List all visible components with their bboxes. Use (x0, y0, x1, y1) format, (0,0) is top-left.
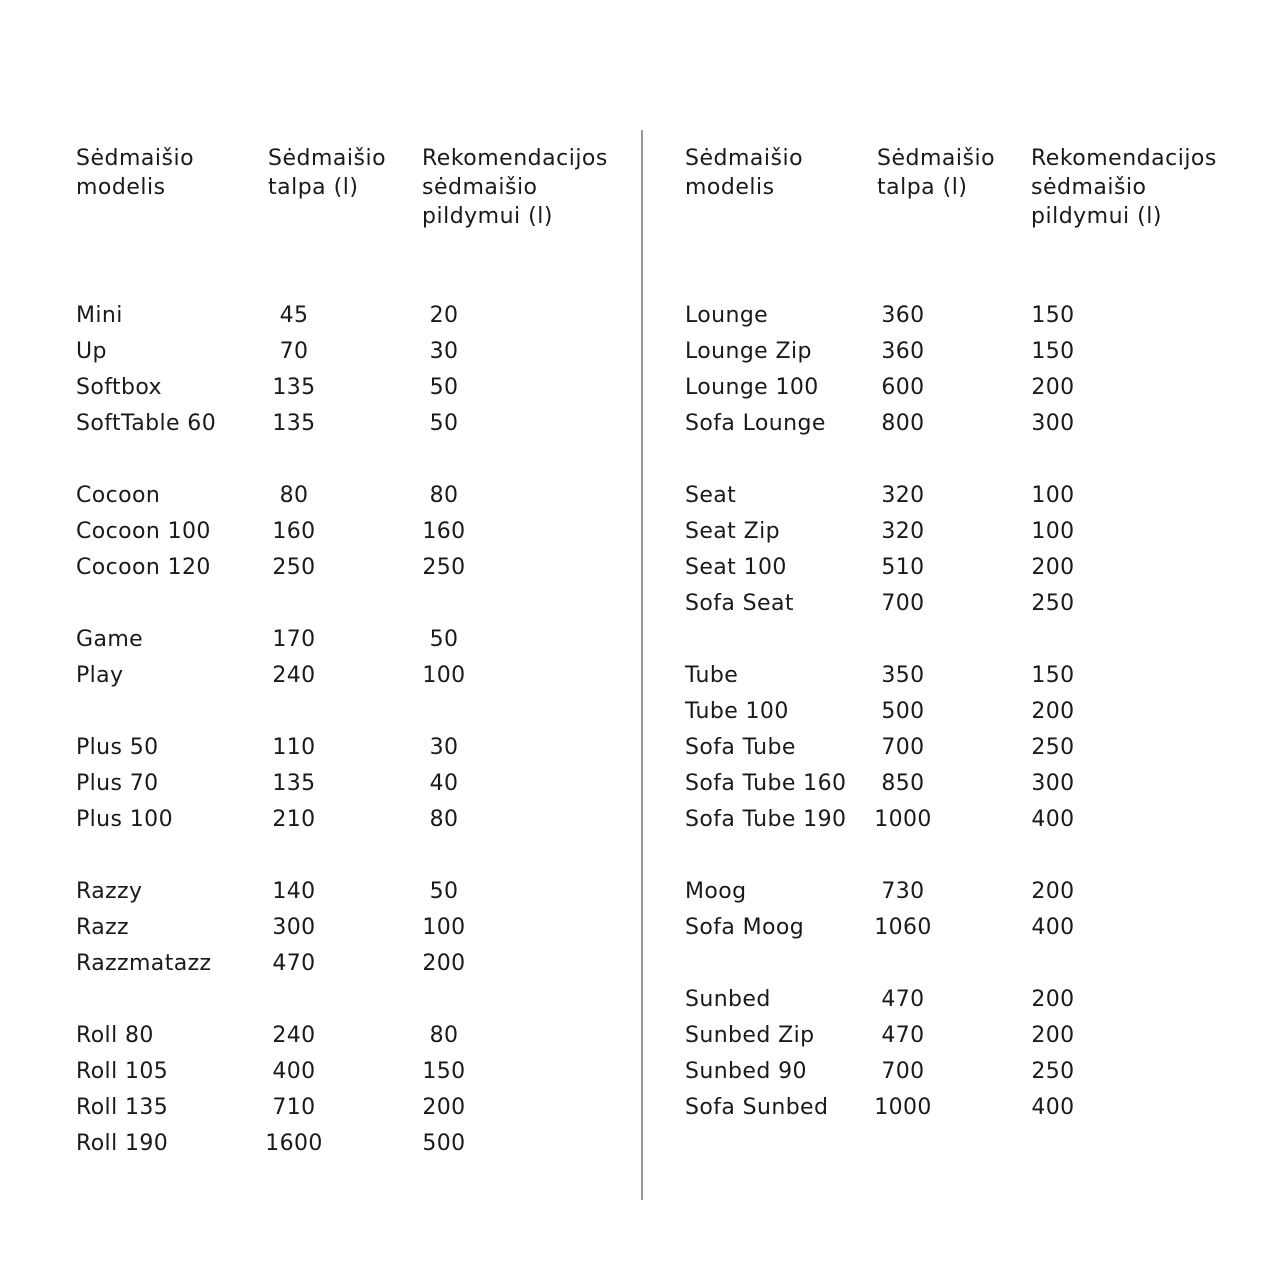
recommendation-value: 200 (1031, 555, 1075, 580)
capacity-value: 600 (881, 375, 925, 400)
capacity-value: 300 (272, 915, 316, 940)
capacity-value: 360 (881, 339, 925, 364)
model-name: Razz (76, 915, 129, 940)
table-row (685, 874, 1245, 910)
capacity-value: 70 (279, 339, 309, 364)
table-row (685, 910, 1245, 946)
model-name: Moog (685, 879, 747, 904)
recommendation-value: 100 (422, 663, 466, 688)
model-name: Plus 100 (76, 807, 173, 832)
capacity-value: 135 (272, 375, 316, 400)
table-row (76, 730, 636, 766)
model-name: Plus 70 (76, 771, 159, 796)
recommendation-value: 100 (1031, 483, 1075, 508)
table-row (76, 802, 636, 838)
capacity-value: 250 (272, 555, 316, 580)
model-name: Roll 80 (76, 1023, 154, 1048)
capacity-value: 110 (272, 735, 316, 760)
model-name: Game (76, 627, 144, 652)
capacity-value: 1600 (265, 1131, 323, 1156)
table-row (76, 406, 636, 442)
table-row (76, 874, 636, 910)
recommendation-value: 200 (1031, 987, 1075, 1012)
recommendation-value: 300 (1031, 771, 1075, 796)
capacity-value: 850 (881, 771, 925, 796)
capacity-value: 700 (881, 735, 925, 760)
table-row (685, 730, 1245, 766)
model-name: Sunbed Zip (685, 1023, 815, 1048)
recommendation-value: 80 (429, 1023, 459, 1048)
table-row (685, 658, 1245, 694)
capacity-value: 730 (881, 879, 925, 904)
recommendation-value: 40 (429, 771, 459, 796)
capacity-value: 45 (279, 303, 309, 328)
capacity-value: 135 (272, 411, 316, 436)
capacity-value: 80 (279, 483, 309, 508)
recommendation-value: 400 (1031, 1095, 1075, 1120)
recommendation-value: 50 (429, 879, 459, 904)
capacity-value: 500 (881, 699, 925, 724)
model-name: Sofa Tube (685, 735, 796, 760)
model-name: Mini (76, 303, 123, 328)
table-row (685, 766, 1245, 802)
table-row (76, 298, 636, 334)
recommendation-value: 200 (1031, 699, 1075, 724)
recommendation-value: 200 (422, 951, 466, 976)
recommendation-value: 150 (422, 1059, 466, 1084)
model-name: Play (76, 663, 124, 688)
model-name: Seat Zip (685, 519, 780, 544)
capacity-value: 240 (272, 663, 316, 688)
header-recommendation: Rekomendacijos sėdmaišio pildymui (l) (422, 146, 608, 229)
model-name: Lounge Zip (685, 339, 812, 364)
model-name: Sofa Moog (685, 915, 805, 940)
table-row (685, 586, 1245, 622)
model-name: Up (76, 339, 107, 364)
table-row (76, 1054, 636, 1090)
model-name: Seat (685, 483, 737, 508)
model-name: Sofa Sunbed (685, 1095, 829, 1120)
model-name: Tube 100 (685, 699, 789, 724)
table-row (685, 1090, 1245, 1126)
header-capacity: Sėdmaišio talpa (l) (268, 146, 387, 200)
capacity-value: 400 (272, 1059, 316, 1084)
recommendation-value: 200 (422, 1095, 466, 1120)
capacity-value: 700 (881, 1059, 925, 1084)
capacity-value: 360 (881, 303, 925, 328)
table-row (685, 982, 1245, 1018)
table-row (685, 370, 1245, 406)
model-name: Sofa Tube 190 (685, 807, 847, 832)
model-name: Roll 135 (76, 1095, 169, 1120)
table-row (685, 1018, 1245, 1054)
table-row (76, 1090, 636, 1126)
table-row (76, 334, 636, 370)
table-row (76, 514, 636, 550)
header-model: Sėdmaišio modelis (76, 146, 195, 200)
table-row (76, 946, 636, 982)
table-row (76, 658, 636, 694)
model-name: Plus 50 (76, 735, 159, 760)
capacity-value: 140 (272, 879, 316, 904)
capacity-value: 135 (272, 771, 316, 796)
table-row (685, 802, 1245, 838)
capacity-value: 1000 (874, 1095, 932, 1120)
recommendation-value: 200 (1031, 375, 1075, 400)
recommendation-value: 200 (1031, 1023, 1075, 1048)
model-name: Cocoon 120 (76, 555, 211, 580)
model-name: Cocoon 100 (76, 519, 211, 544)
capacity-value: 800 (881, 411, 925, 436)
model-name: SoftTable 60 (76, 411, 217, 436)
table-row (685, 694, 1245, 730)
capacity-value: 1000 (874, 807, 932, 832)
recommendation-value: 160 (422, 519, 466, 544)
capacity-value: 210 (272, 807, 316, 832)
capacity-value: 470 (881, 987, 925, 1012)
table-row (76, 910, 636, 946)
model-name: Lounge 100 (685, 375, 819, 400)
header-model: Sėdmaišio modelis (685, 146, 804, 200)
header-recommendation: Rekomendacijos sėdmaišio pildymui (l) (1031, 146, 1217, 229)
recommendation-value: 30 (429, 339, 459, 364)
table-row (76, 1126, 636, 1162)
table-row (76, 1018, 636, 1054)
table-row (76, 766, 636, 802)
table-row (685, 478, 1245, 514)
model-name: Roll 105 (76, 1059, 169, 1084)
model-name: Tube (685, 663, 739, 688)
capacity-value: 160 (272, 519, 316, 544)
recommendation-value: 200 (1031, 879, 1075, 904)
model-name: Roll 190 (76, 1131, 169, 1156)
recommendation-value: 150 (1031, 303, 1075, 328)
table-row (685, 550, 1245, 586)
recommendation-value: 80 (429, 483, 459, 508)
recommendation-value: 30 (429, 735, 459, 760)
model-name: Razzmatazz (76, 951, 212, 976)
capacity-value: 240 (272, 1023, 316, 1048)
capacity-value: 700 (881, 591, 925, 616)
model-name: Sofa Lounge (685, 411, 826, 436)
header-capacity: Sėdmaišio talpa (l) (877, 146, 996, 200)
capacity-value: 350 (881, 663, 925, 688)
recommendation-value: 20 (429, 303, 459, 328)
table-row (685, 406, 1245, 442)
table-row (76, 478, 636, 514)
capacity-value: 470 (881, 1023, 925, 1048)
recommendation-value: 300 (1031, 411, 1075, 436)
recommendation-value: 250 (1031, 735, 1075, 760)
recommendation-value: 500 (422, 1131, 466, 1156)
capacity-value: 1060 (874, 915, 932, 940)
capacity-value: 510 (881, 555, 925, 580)
recommendation-value: 80 (429, 807, 459, 832)
recommendation-value: 250 (1031, 1059, 1075, 1084)
recommendation-value: 150 (1031, 339, 1075, 364)
model-name: Sunbed (685, 987, 771, 1012)
recommendation-value: 50 (429, 627, 459, 652)
table-row (685, 298, 1245, 334)
model-name: Seat 100 (685, 555, 787, 580)
model-name: Razzy (76, 879, 143, 904)
model-name: Lounge (685, 303, 769, 328)
capacity-value: 470 (272, 951, 316, 976)
recommendation-value: 150 (1031, 663, 1075, 688)
table-row (76, 622, 636, 658)
recommendation-value: 100 (422, 915, 466, 940)
recommendation-value: 400 (1031, 915, 1075, 940)
capacity-value: 170 (272, 627, 316, 652)
recommendation-value: 50 (429, 375, 459, 400)
model-name: Sofa Seat (685, 591, 794, 616)
column-divider (641, 130, 643, 1200)
table-row (76, 370, 636, 406)
recommendation-value: 400 (1031, 807, 1075, 832)
table-row (685, 514, 1245, 550)
recommendation-value: 250 (422, 555, 466, 580)
model-name: Softbox (76, 375, 162, 400)
recommendation-value: 100 (1031, 519, 1075, 544)
model-name: Sunbed 90 (685, 1059, 807, 1084)
capacity-value: 320 (881, 483, 925, 508)
model-name: Sofa Tube 160 (685, 771, 847, 796)
recommendation-value: 50 (429, 411, 459, 436)
capacity-value: 710 (272, 1095, 316, 1120)
capacity-value: 320 (881, 519, 925, 544)
model-name: Cocoon (76, 483, 161, 508)
table-row (685, 1054, 1245, 1090)
table-row (76, 550, 636, 586)
table-row (685, 334, 1245, 370)
recommendation-value: 250 (1031, 591, 1075, 616)
